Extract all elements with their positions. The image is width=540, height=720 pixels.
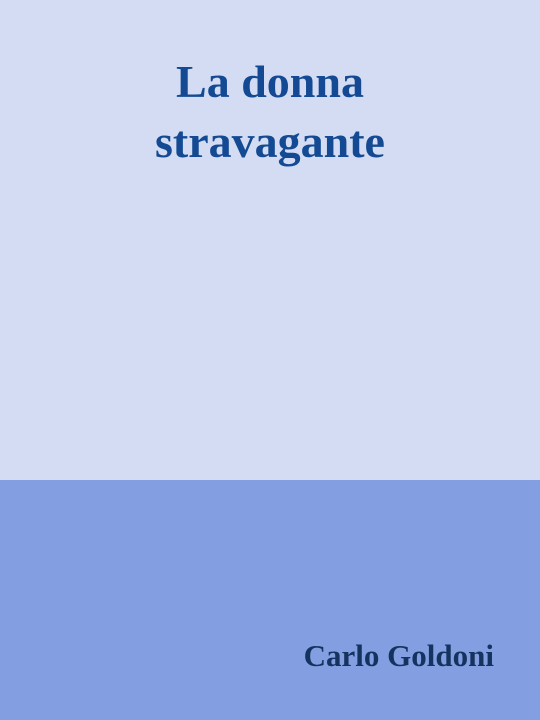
book-author: Carlo Goldoni <box>303 638 494 673</box>
cover-bottom-panel <box>0 480 540 720</box>
book-title <box>0 52 540 172</box>
book-title-line-1: La donna <box>176 56 364 107</box>
book-title-line-2: stravagante <box>155 116 385 167</box>
